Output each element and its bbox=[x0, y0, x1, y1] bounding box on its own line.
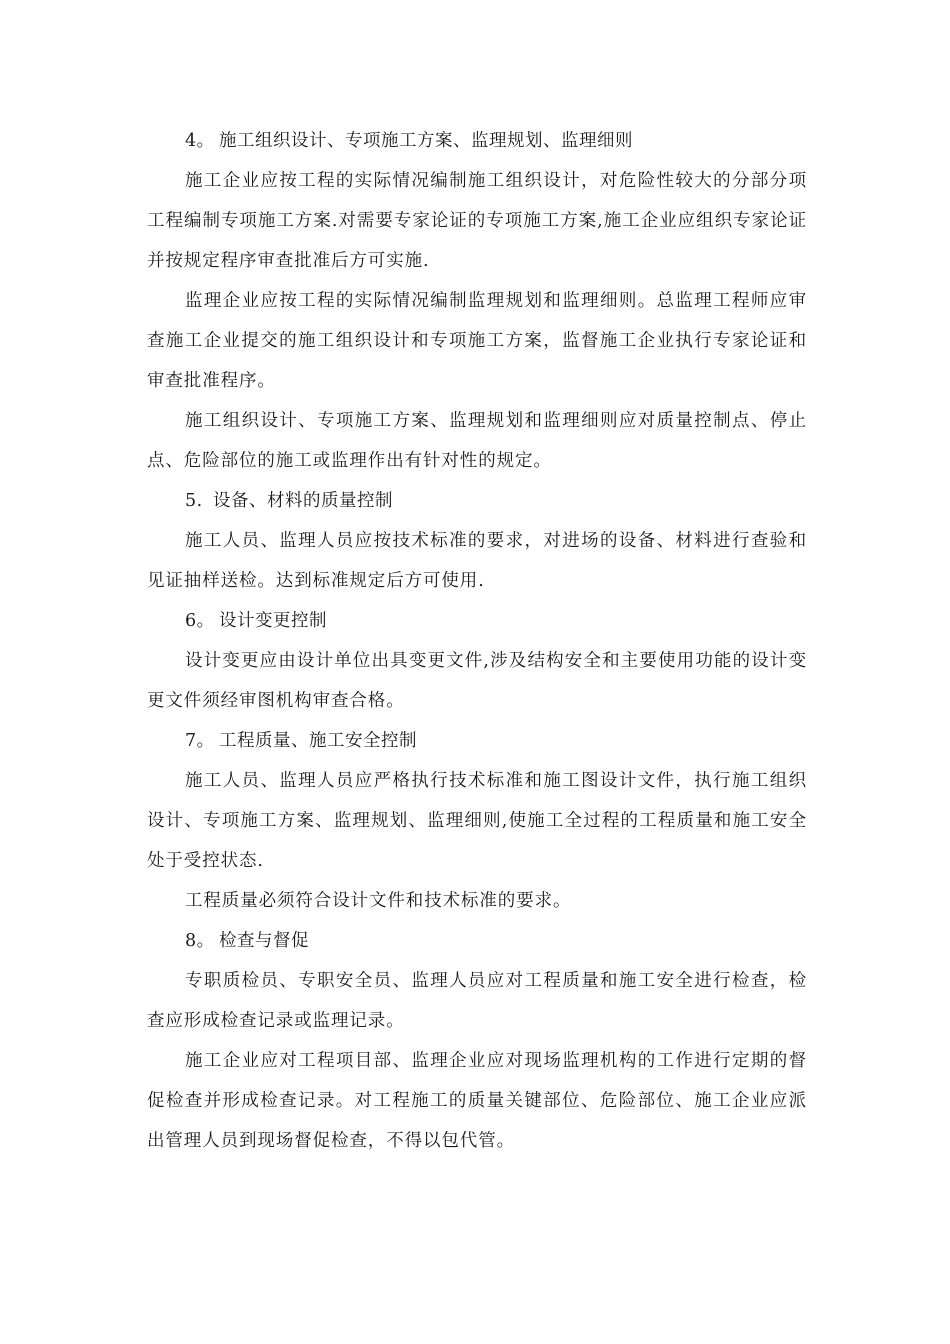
paragraph: 施工企业应按工程的实际情况编制施工组织设计，对危险性较大的分部分项工程编制专项施工方案.对需要专家论证的专项施工方案,施工企业应组织专家论证并按规定程序审查批准后方可实施. bbox=[147, 171, 807, 271]
paragraph: 工程质量必须符合设计文件和技术标准的要求。 bbox=[185, 891, 572, 911]
section-number: 5. bbox=[185, 491, 203, 511]
paragraph: 施工人员、监理人员应按技术标准的要求，对进场的设备、材料进行查验和见证抽样送检。达到标准规定后方可使用. bbox=[147, 531, 807, 591]
section-title: 检查与督促 bbox=[219, 931, 309, 951]
paragraph: 施工组织设计、专项施工方案、监理规划和监理细则应对质量控制点、停止点、危险部位的施工或监理作出有针对性的规定。 bbox=[147, 411, 807, 471]
paragraph: 专职质检员、专职安全员、监理人员应对工程质量和施工安全进行检查，检查应形成检查记录或监理记录。 bbox=[147, 971, 807, 1031]
paragraph: 设计变更应由设计单位出具变更文件,涉及结构安全和主要使用功能的设计变更文件须经审图机构审查合格。 bbox=[147, 651, 807, 711]
section-number: 8。 bbox=[185, 931, 215, 951]
section-number: 7。 bbox=[185, 731, 215, 751]
section-title: 施工组织设计、专项施工方案、监理规划、监理细则 bbox=[219, 131, 633, 151]
section-heading-5 bbox=[147, 481, 807, 521]
section-title: 设计变更控制 bbox=[219, 611, 327, 631]
section-heading-7 bbox=[147, 721, 807, 761]
section-heading-4 bbox=[147, 121, 807, 161]
section-number: 6。 bbox=[185, 611, 215, 631]
paragraph: 施工人员、监理人员应严格执行技术标准和施工图设计文件，执行施工组织设计、专项施工方案、监理规划、监理细则,使施工全过程的工程质量和施工安全处于受控状态. bbox=[147, 771, 807, 871]
section-heading-8 bbox=[147, 921, 807, 961]
section-title: 工程质量、施工安全控制 bbox=[219, 731, 417, 751]
section-number: 4。 bbox=[185, 131, 215, 151]
section-heading-6 bbox=[147, 601, 807, 641]
paragraph: 施工企业应对工程项目部、监理企业应对现场监理机构的工作进行定期的督促检查并形成检查记录。对工程施工的质量关键部位、危险部位、施工企业应派出管理人员到现场督促检查，不得以包代管。 bbox=[147, 1051, 807, 1151]
document-page bbox=[147, 121, 807, 1161]
section-title: 设备、材料的质量控制 bbox=[213, 491, 393, 511]
paragraph: 监理企业应按工程的实际情况编制监理规划和监理细则。总监理工程师应审查施工企业提交的施工组织设计和专项施工方案，监督施工企业执行专家论证和审查批准程序。 bbox=[147, 291, 807, 391]
